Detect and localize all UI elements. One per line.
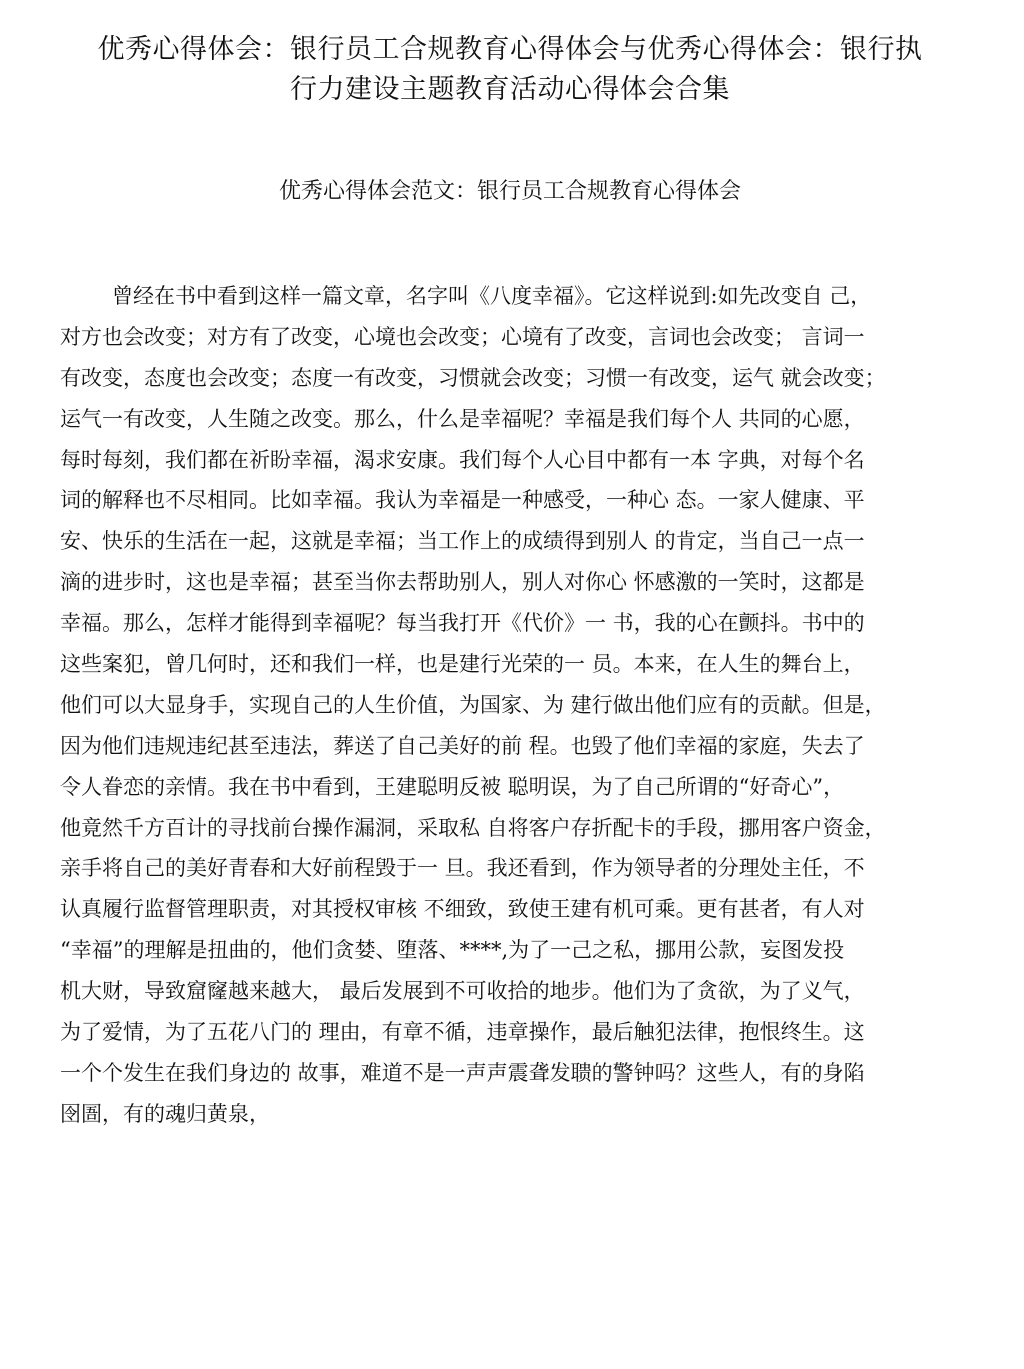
paragraph-line: 运气一有改变，人生随之改变。那么，什么是幸福呢？幸福是我们每个人 共同的心愿， [60, 406, 865, 431]
paragraph-line: 他们可以大显身手，实现自己的人生价值，为国家、为 建行做出他们应有的贡献。但是， [60, 692, 886, 717]
paragraph-line: 每时每刻，我们都在祈盼幸福，渴求安康。我们每个人心目中都有一本 字典，对每个名 [60, 447, 865, 472]
paragraph-line: 幸福。那么，怎样才能得到幸福呢？每当我打开《代价》一 书，我的心在颤抖。书中的 [60, 611, 865, 636]
paragraph-line: 有改变，态度也会改变；态度一有改变，习惯就会改变；习惯一有改变，运气 就会改变； [60, 365, 886, 390]
paragraph-line: 囹圄，有的魂归黄泉， [60, 1101, 270, 1126]
paragraph-line: 这些案犯，曾几何时，还和我们一样，也是建行光荣的一 员。本来，在人生的舞台上， [60, 652, 865, 677]
paragraph-line: 一个个发生在我们身边的 故事，难道不是一声声震聋发聩的警钟吗？这些人，有的身陷 [60, 1060, 865, 1085]
paragraph-line: “幸福”的理解是扭曲的，他们贪婪、堕落、****,为了一己之私，挪用公款，妄图发投 [60, 938, 845, 963]
paragraph-line: 滴的进步时，这也是幸福；甚至当你去帮助别人，别人对你心 怀感激的一笑时，这都是 [60, 570, 865, 595]
title-line: 行力建设主题教育活动心得体会合集 [290, 74, 730, 105]
title-line: 优秀心得体会：银行员工合规教育心得体会与优秀心得体会：银行执 [97, 34, 923, 65]
paragraph-line: 亲手将自己的美好青春和大好前程毁于一 旦。我还看到，作为领导者的分理处主任，不 [60, 856, 865, 881]
body-paragraph [60, 276, 970, 1135]
paragraph-line: 机大财，导致窟窿越来越大， 最后发展到不可收拾的地步。他们为了贪欲，为了义气， [60, 979, 865, 1004]
paragraph-line: 为了爱情，为了五花八门的 理由，有章不循，违章操作，最后触犯法律，抱恨终生。这 [60, 1020, 865, 1045]
paragraph-line: 词的解释也不尽相同。比如幸福。我认为幸福是一种感受，一种心 态。一家人健康、平 [60, 488, 865, 513]
document-subtitle: 优秀心得体会范文：银行员工合规教育心得体会 [278, 179, 741, 204]
paragraph-line: 对方也会改变；对方有了改变，心境也会改变；心境有了改变，言词也会改变； 言词一 [60, 324, 865, 349]
paragraph-line: 因为他们违规违纪甚至违法，葬送了自己美好的前 程。也毁了他们幸福的家庭，失去了 [60, 733, 865, 758]
paragraph-line: 认真履行监督管理职责，对其授权审核 不细致，致使王建有机可乘。更有甚者，有人对 [60, 897, 865, 922]
paragraph-line: 安、快乐的生活在一起，这就是幸福；当工作上的成绩得到别人 的肯定，当自己一点一 [60, 529, 865, 554]
document-title [60, 30, 960, 110]
paragraph-line: 令人眷恋的亲情。我在书中看到，王建聪明反被 聪明误，为了自己所谓的“好奇心”， [60, 774, 845, 799]
paragraph-line: 曾经在书中看到这样一篇文章，名字叫《八度幸福》。它这样说到:如先改变自 己， [112, 284, 872, 308]
paragraph-line: 他竟然千方百计的寻找前台操作漏洞，采取私 自将客户存折配卡的手段，挪用客户资金， [60, 815, 886, 840]
